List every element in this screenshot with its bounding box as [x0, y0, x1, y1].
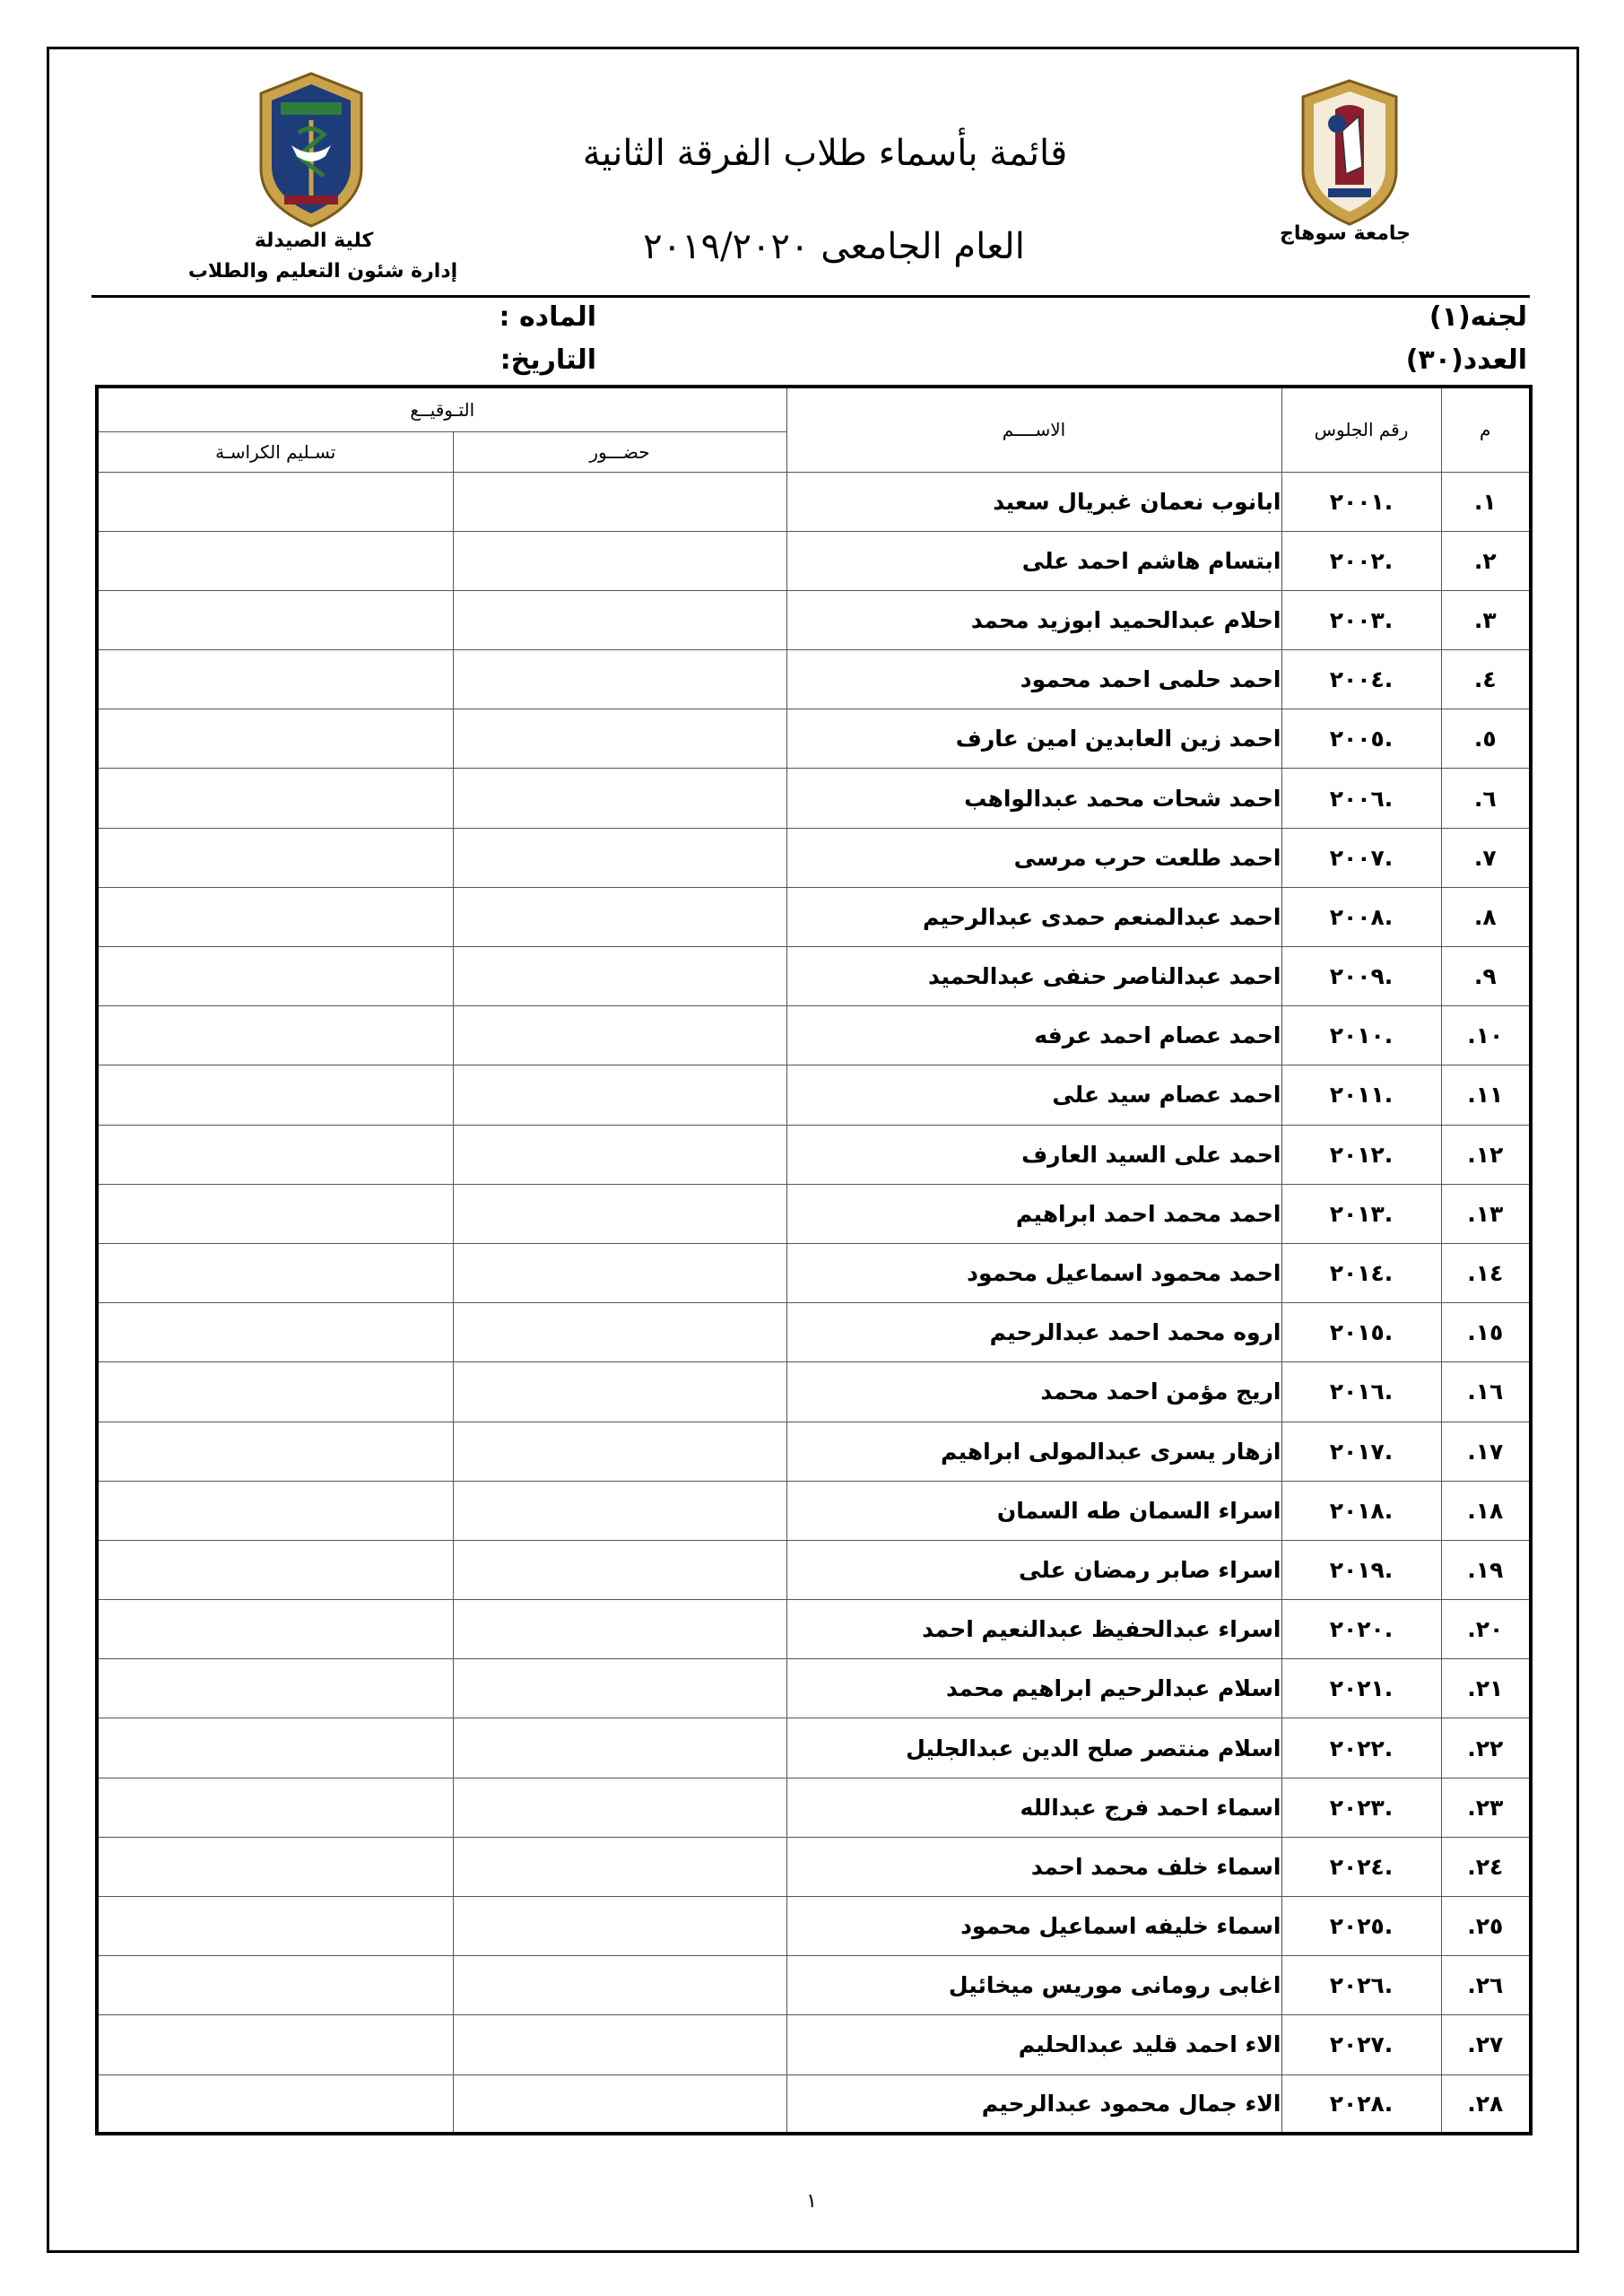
attendance-signature-cell[interactable] [453, 1422, 786, 1481]
attendance-signature-cell[interactable] [453, 1362, 786, 1422]
header-divider [91, 295, 1530, 298]
serial-cell: ٢٠. [1441, 1600, 1531, 1659]
student-name-cell: احمد طلعت حرب مرسى [786, 828, 1281, 887]
seat-number-cell: ٢٠٠٦. [1281, 769, 1441, 828]
serial-cell: ٦. [1441, 769, 1531, 828]
seat-number-cell: ٢٠٠٢. [1281, 531, 1441, 590]
serial-cell: ٢٤. [1441, 1837, 1531, 1896]
student-name-cell: الاء جمال محمود عبدالرحيم [786, 2074, 1281, 2134]
booklet-signature-cell[interactable] [97, 1540, 453, 1599]
table-row [97, 1956, 1531, 2015]
serial-cell: ١٩. [1441, 1540, 1531, 1599]
table-row [97, 1065, 1531, 1125]
attendance-signature-cell[interactable] [453, 1718, 786, 1778]
seat-number-cell: ٢٠٢٦. [1281, 1956, 1441, 2015]
table-row [97, 1718, 1531, 1778]
booklet-signature-cell[interactable] [97, 1778, 453, 1837]
seat-number-cell: ٢٠١٧. [1281, 1422, 1441, 1481]
seat-number-cell: ٢٠٢٠. [1281, 1600, 1441, 1659]
seat-number-cell: ٢٠٢٢. [1281, 1718, 1441, 1778]
attendance-signature-cell[interactable] [453, 531, 786, 590]
attendance-signature-cell[interactable] [453, 1659, 786, 1718]
seat-number-cell: ٢٠٢٣. [1281, 1778, 1441, 1837]
seat-number-cell: ٢٠١٢. [1281, 1125, 1441, 1184]
table-row [97, 1481, 1531, 1540]
attendance-signature-cell[interactable] [453, 472, 786, 531]
booklet-signature-cell[interactable] [97, 1956, 453, 2015]
attendance-signature-cell[interactable] [453, 1243, 786, 1302]
serial-cell: ٢. [1441, 531, 1531, 590]
table-row [97, 590, 1531, 649]
student-name-cell: احمد حلمى احمد محمود [786, 650, 1281, 709]
booklet-signature-cell[interactable] [97, 1362, 453, 1422]
attendance-signature-cell[interactable] [453, 1303, 786, 1362]
attendance-header: حضـــور [453, 431, 786, 472]
booklet-signature-cell[interactable] [97, 1659, 453, 1718]
booklet-signature-cell[interactable] [97, 1897, 453, 1956]
seat-number-cell: ٢٠١٠. [1281, 1006, 1441, 1065]
seat-number-cell: ٢٠٢٤. [1281, 1837, 1441, 1896]
name-header: الاســــم [786, 387, 1281, 472]
booklet-signature-cell[interactable] [97, 1006, 453, 1065]
seat-number-cell: ٢٠١٨. [1281, 1481, 1441, 1540]
seat-number-cell: ٢٠٠٨. [1281, 887, 1441, 946]
serial-cell: ٧. [1441, 828, 1531, 887]
serial-cell: ٢١. [1441, 1659, 1531, 1718]
seat-number-cell: ٢٠٢٨. [1281, 2074, 1441, 2134]
student-name-cell: احمد محمود اسماعيل محمود [786, 1243, 1281, 1302]
student-name-cell: احمد عبدالناصر حنفى عبدالحميد [786, 947, 1281, 1006]
seat-number-cell: ٢٠١٥. [1281, 1303, 1441, 1362]
attendance-signature-cell[interactable] [453, 709, 786, 769]
attendance-signature-cell[interactable] [453, 1956, 786, 2015]
booklet-signature-cell[interactable] [97, 2015, 453, 2074]
booklet-signature-cell[interactable] [97, 769, 453, 828]
table-row [97, 947, 1531, 1006]
seat-number-cell: ٢٠٠١. [1281, 472, 1441, 531]
table-row [97, 1243, 1531, 1302]
attendance-signature-cell[interactable] [453, 1125, 786, 1184]
booklet-signature-cell[interactable] [97, 1422, 453, 1481]
serial-cell: ٣. [1441, 590, 1531, 649]
serial-cell: ٢٥. [1441, 1897, 1531, 1956]
table-row [97, 1125, 1531, 1184]
student-name-cell: ابتسام هاشم احمد على [786, 531, 1281, 590]
serial-cell: ٢٢. [1441, 1718, 1531, 1778]
attendance-signature-cell[interactable] [453, 1481, 786, 1540]
student-name-cell: اسلام منتصر صلح الدين عبدالجليل [786, 1718, 1281, 1778]
table-row [97, 472, 1531, 531]
table-row [97, 1006, 1531, 1065]
table-row [97, 2015, 1531, 2074]
booklet-signature-cell[interactable] [97, 1125, 453, 1184]
student-name-cell: احمد عبدالمنعم حمدى عبدالرحيم [786, 887, 1281, 946]
sohag-university-seal-icon [1296, 77, 1403, 228]
seat-number-cell: ٢٠٠٥. [1281, 709, 1441, 769]
attendance-signature-cell[interactable] [453, 1065, 786, 1125]
student-name-cell: احمد زين العابدين امين عارف [786, 709, 1281, 769]
booklet-signature-cell[interactable] [97, 1184, 453, 1243]
seat-number-cell: ٢٠٠٣. [1281, 590, 1441, 649]
table-row [97, 1659, 1531, 1718]
student-name-cell: الاء احمد قليد عبدالحليم [786, 2015, 1281, 2074]
table-row [97, 1422, 1531, 1481]
serial-cell: ٨. [1441, 887, 1531, 946]
booklet-signature-cell[interactable] [97, 1303, 453, 1362]
serial-cell: ٩. [1441, 947, 1531, 1006]
serial-cell: ١. [1441, 472, 1531, 531]
department-name: إدارة شئون التعليم والطلاب [187, 260, 458, 283]
student-name-cell: اسراء السمان طه السمان [786, 1481, 1281, 1540]
attendance-signature-cell[interactable] [453, 1540, 786, 1599]
seat-number-cell: ٢٠٢٧. [1281, 2015, 1441, 2074]
attendance-signature-cell[interactable] [453, 769, 786, 828]
attendance-signature-cell[interactable] [453, 828, 786, 887]
subject-label: الماده : [499, 301, 596, 333]
student-name-cell: اسماء خليفه اسماعيل محمود [786, 1897, 1281, 1956]
table-row [97, 2074, 1531, 2134]
booklet-signature-cell[interactable] [97, 1718, 453, 1778]
serial-cell: ١٦. [1441, 1362, 1531, 1422]
student-name-cell: احمد على السيد العارف [786, 1125, 1281, 1184]
signature-header: التـوقيــع [97, 387, 786, 431]
serial-cell: ٥. [1441, 709, 1531, 769]
seat-number-header: رقم الجلوس [1281, 387, 1441, 472]
student-count: العدد(٣٠) [1405, 344, 1527, 376]
student-name-cell: اروه محمد احمد عبدالرحيم [786, 1303, 1281, 1362]
student-name-cell: ازهار يسرى عبدالمولى ابراهيم [786, 1422, 1281, 1481]
academic-year: العام الجامعى ٢٠١٩/٢٠٢٠ [643, 226, 1025, 267]
attendance-signature-cell[interactable] [453, 1600, 786, 1659]
table-row [97, 1600, 1531, 1659]
student-name-cell: اسماء خلف محمد احمد [786, 1837, 1281, 1896]
serial-cell: ١١. [1441, 1065, 1531, 1125]
faculty-name: كلية الصيدلة [254, 230, 374, 252]
attendance-signature-cell[interactable] [453, 650, 786, 709]
table-row [97, 769, 1531, 828]
booklet-signature-cell[interactable] [97, 1600, 453, 1659]
attendance-signature-cell[interactable] [453, 1897, 786, 1956]
table-row [97, 531, 1531, 590]
booklet-signature-cell[interactable] [97, 887, 453, 946]
serial-cell: ٢٧. [1441, 2015, 1531, 2074]
table-row [97, 1303, 1531, 1362]
student-name-cell: احمد شحات محمد عبدالواهب [786, 769, 1281, 828]
seat-number-cell: ٢٠١٣. [1281, 1184, 1441, 1243]
table-row [97, 1540, 1531, 1599]
page-number: ١ [806, 2190, 817, 2213]
student-name-cell: اسراء عبدالحفيظ عبدالنعيم احمد [786, 1600, 1281, 1659]
student-name-cell: اغابى رومانى موريس ميخائيل [786, 1956, 1281, 2015]
seat-number-cell: ٢٠٢١. [1281, 1659, 1441, 1718]
attendance-signature-cell[interactable] [453, 1837, 786, 1896]
table-row [97, 1778, 1531, 1837]
attendance-signature-cell[interactable] [453, 1778, 786, 1837]
date-label: التاريخ: [499, 344, 596, 376]
booklet-signature-cell[interactable] [97, 828, 453, 887]
table-row [97, 1362, 1531, 1422]
booklet-signature-cell[interactable] [97, 1065, 453, 1125]
university-name: جامعة سوهاج [1280, 222, 1411, 245]
seat-number-cell: ٢٠٠٩. [1281, 947, 1441, 1006]
student-name-cell: اسلام عبدالرحيم ابراهيم محمد [786, 1659, 1281, 1718]
seat-number-cell: ٢٠٠٤. [1281, 650, 1441, 709]
table-row [97, 650, 1531, 709]
serial-header: م [1441, 387, 1531, 472]
committee-label: لجنه(١) [1429, 301, 1527, 333]
table-row [97, 887, 1531, 946]
booklet-signature-cell[interactable] [97, 1837, 453, 1896]
student-name-cell: احمد عصام احمد عرفه [786, 1006, 1281, 1065]
serial-cell: ١٢. [1441, 1125, 1531, 1184]
serial-cell: ٢٣. [1441, 1778, 1531, 1837]
seat-number-cell: ٢٠١١. [1281, 1065, 1441, 1125]
serial-cell: ١٥. [1441, 1303, 1531, 1362]
roster-body [97, 472, 1531, 2134]
student-name-cell: احمد محمد احمد ابراهيم [786, 1184, 1281, 1243]
student-roster-table [95, 385, 1533, 2135]
seat-number-cell: ٢٠١٩. [1281, 1540, 1441, 1599]
table-row [97, 1897, 1531, 1956]
seat-number-cell: ٢٠١٦. [1281, 1362, 1441, 1422]
student-name-cell: احلام عبدالحميد ابوزيد محمد [786, 590, 1281, 649]
student-name-cell: اسراء صابر رمضان على [786, 1540, 1281, 1599]
student-name-cell: اسماء احمد فرج عبدالله [786, 1778, 1281, 1837]
seat-number-cell: ٢٠١٤. [1281, 1243, 1441, 1302]
student-name-cell: ابانوب نعمان غبريال سعيد [786, 472, 1281, 531]
serial-cell: ٤. [1441, 650, 1531, 709]
attendance-signature-cell[interactable] [453, 590, 786, 649]
table-row [97, 1184, 1531, 1243]
booklet-signature-cell[interactable] [97, 1243, 453, 1302]
serial-cell: ٢٦. [1441, 1956, 1531, 2015]
serial-cell: ١٤. [1441, 1243, 1531, 1302]
table-row [97, 828, 1531, 887]
booklet-signature-cell[interactable] [97, 472, 453, 531]
booklet-delivery-header: تسـليم الكراسـة [97, 431, 453, 472]
booklet-signature-cell[interactable] [97, 947, 453, 1006]
pharmacy-faculty-seal-icon [254, 70, 369, 230]
attendance-signature-cell[interactable] [453, 2015, 786, 2074]
booklet-signature-cell[interactable] [97, 1481, 453, 1540]
attendance-signature-cell[interactable] [453, 947, 786, 1006]
table-row [97, 709, 1531, 769]
serial-cell: ١٠. [1441, 1006, 1531, 1065]
serial-cell: ١٨. [1441, 1481, 1531, 1540]
serial-cell: ١٣. [1441, 1184, 1531, 1243]
student-name-cell: اريج مؤمن احمد محمد [786, 1362, 1281, 1422]
booklet-signature-cell[interactable] [97, 2074, 453, 2134]
booklet-signature-cell[interactable] [97, 590, 453, 649]
attendance-signature-cell[interactable] [453, 1184, 786, 1243]
serial-cell: ١٧. [1441, 1422, 1531, 1481]
seat-number-cell: ٢٠٠٧. [1281, 828, 1441, 887]
page-title: قائمة بأسماء طلاب الفرقة الثانية [582, 133, 1068, 174]
booklet-signature-cell[interactable] [97, 650, 453, 709]
attendance-signature-cell[interactable] [453, 887, 786, 946]
attendance-signature-cell[interactable] [453, 1006, 786, 1065]
serial-cell: ٢٨. [1441, 2074, 1531, 2134]
booklet-signature-cell[interactable] [97, 531, 453, 590]
attendance-signature-cell[interactable] [453, 2074, 786, 2134]
table-row [97, 1837, 1531, 1896]
seat-number-cell: ٢٠٢٥. [1281, 1897, 1441, 1956]
student-name-cell: احمد عصام سيد على [786, 1065, 1281, 1125]
booklet-signature-cell[interactable] [97, 709, 453, 769]
